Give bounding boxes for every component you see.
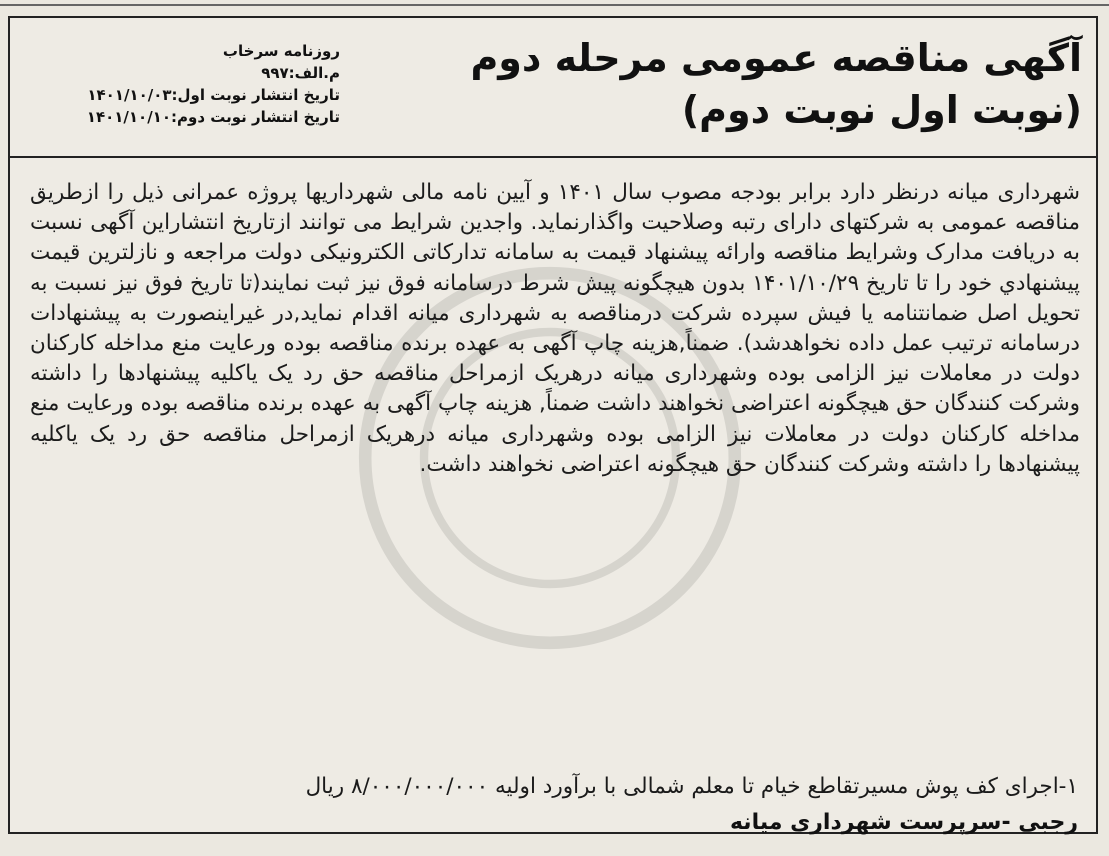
tender-notice-box <box>8 16 1098 834</box>
title-block <box>382 32 1082 136</box>
signature: رجبی -سرپرست شهرداری میانه <box>729 810 1078 835</box>
notice-body: شهرداری میانه درنظر دارد برابر بودجه مصوب سال ۱۴۰۱ و آیین نامه مالی شهرداریها پروژه عمرانی ذیل را ازطریق مناقصه عمومی به شرکتهای دارای رتبه وصلاحیت واگذارنماید. واجدین شرایط می توانند ازتاریخ انتشاراین آگهی نسبت به دریافت مدارک وشرایط مناقصه وارائه پیشنهاد قیمت به سامانه تدارکاتی الکترونیکی دولت مراجعه و نازلترین قیمت پیشنهادي خود را تا تاریخ ۱۴۰۱/۱۰/۲۹ بدون هیچگونه پیش شرط درسامانه فوق نیز ثبت نمایند(تا تاریخ فوق نیز نسبت به تحویل اصل ضمانتنامه یا فیش سپرده شرکت درمناقصه به شهرداری میانه اقدام نماید,در غیراینصورت به پیشنهادات درسامانه ترتیب عمل داده نخواهدشد). ضمناً,هزینه چاپ آگهی به عهده برنده مناقصه بوده ورعایت منع مداخله کارکنان دولت در معاملات نیز الزامی بوده وشهرداری میانه درهریک ازمراحل مناقصه حق رد یک یاکلیه پیشنهادها را داشته وشرکت کنندگان حق هیچگونه اعتراضی نخواهند داشت ضمناً, هزینه چاپ آگهی به عهده برنده مناقصه بوده ورعایت منع مداخله کارکنان دولت در معاملات نیز الزامی بوده وشهرداری میانه درهریک ازمراحل مناقصه حق رد یک یاکلیه پیشنهادها را داشته وشرکت کنندگان حق هیچگونه اعتراضی نخواهند داشت. <box>30 180 1080 477</box>
reference-number: م.الف:۹۹۷ <box>261 64 340 82</box>
notice-subtitle: (نوبت اول نوبت دوم) <box>681 88 1082 132</box>
notice-header <box>10 18 1096 158</box>
publication-meta <box>40 40 340 128</box>
notice-title: آگهی مناقصه عمومی مرحله دوم <box>470 36 1082 80</box>
first-publication-date: تاریخ انتشار نوبت اول:۱۴۰۱/۱۰/۰۳ <box>87 86 340 104</box>
newspaper-name: روزنامه سرخاب <box>222 42 340 60</box>
top-rule <box>0 4 1109 6</box>
second-publication-date: تاریخ انتشار نوبت دوم:۱۴۰۱/۱۰/۱۰ <box>86 108 340 126</box>
project-item: ۱-اجرای کف پوش مسیرتقاطع خیام تا معلم شمالی با برآورد اولیه ۸/۰۰۰/۰۰۰/۰۰۰ ریال <box>305 774 1078 799</box>
